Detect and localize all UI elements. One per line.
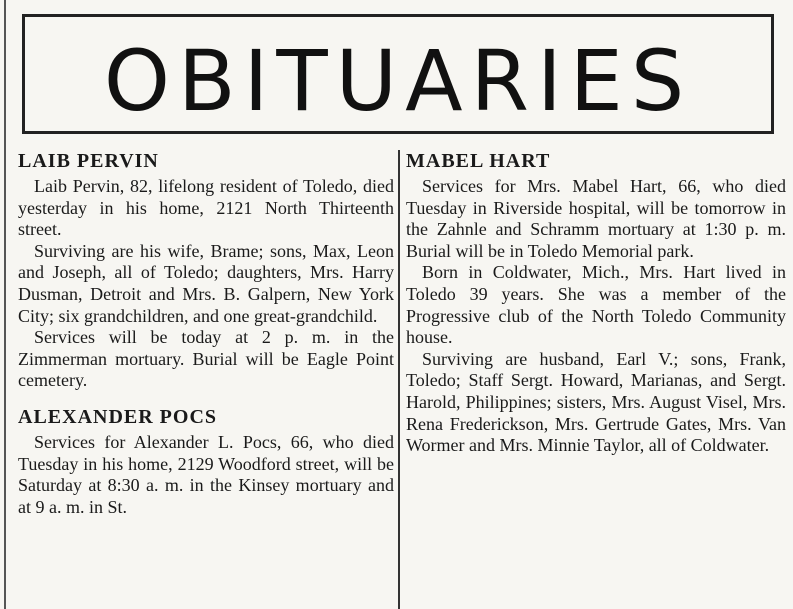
obituary-mabel-hart	[406, 150, 786, 457]
masthead-box	[22, 14, 774, 134]
obituary-alexander-pocs	[18, 406, 394, 518]
obituary-paragraph: Laib Pervin, 82, lifelong resident of Toledo, died yesterday in his home, 2121 North Thirteenth street.	[18, 176, 394, 240]
obituary-paragraph: Born in Coldwater, Mich., Mrs. Hart lived in Toledo 39 years. She was a member of the Progressive club of the North Toledo Community house.	[406, 262, 786, 348]
obituary-paragraph: Services for Mrs. Mabel Hart, 66, who died Tuesday in Riverside hospital, will be tomorrow in the Zahnle and Schramm mortuary at 1:30 p. m. Burial will be in Toledo Memorial park.	[406, 176, 786, 261]
section-title: OBITUARIES	[103, 32, 693, 130]
column-divider	[398, 150, 400, 609]
obituary-paragraph: Surviving are his wife, Brame; sons, Max, Leon and Joseph, all of Toledo; daughters, Mrs. Harry Dusman, Detroit and Mrs. B. Galpern, New York City; six grandchildren, and one great-grandchild.	[18, 240, 394, 326]
left-column	[18, 150, 394, 609]
obituary-paragraph: Surviving are husband, Earl V.; sons, Frank, Toledo; Staff Sergt. Howard, Marianas, and Sergt. Harold, Philippines; sisters, Mrs. August Visel, Mrs. Rena Frederickson, Mrs. Gertrude Gates, Mrs. Van Wormer and Mrs. Minnie Taylor, all of Coldwater.	[406, 348, 786, 456]
obituary-heading: MABEL HART	[406, 150, 551, 172]
obituary-paragraph: Services will be today at 2 p. m. in the Zimmerman mortuary. Burial will be Eagle Point cemetery.	[18, 327, 394, 391]
obituary-laib-pervin	[18, 150, 394, 392]
obituary-paragraph: Services for Alexander L. Pocs, 66, who died Tuesday in his home, 2129 Woodford street, will be Saturday at 8:30 a. m. in the Kinsey mortuary and at 9 a. m. in St.	[18, 431, 394, 517]
obituary-heading: LAIB PERVIN	[18, 150, 159, 172]
obituary-heading: ALEXANDER POCS	[18, 405, 218, 428]
right-column	[406, 150, 786, 609]
page-left-edge	[4, 0, 6, 609]
